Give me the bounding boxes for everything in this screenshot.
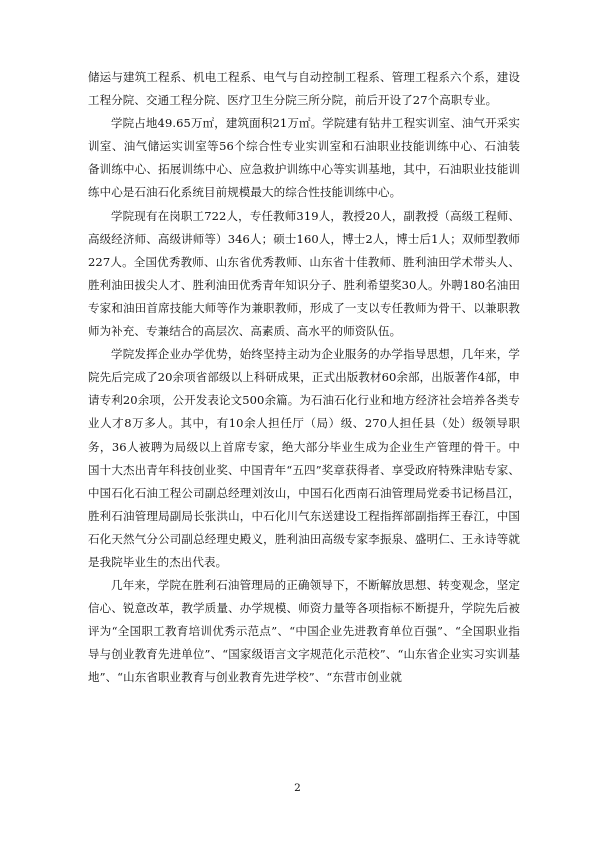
body-text <box>88 66 520 690</box>
paragraph-campus-facilities: 学院占地49.65万㎡，建筑面积21万㎡。学院建有钻井工程实训室、油气开采实训室、油气储运实训室等56个综合性专业实训室和石油职业技能训练中心、石油装备训练中心、拓展训练中心、应急救护训练中心等实训基地，其中，石油职业技能训练中心是石油石化系统目前规模最大的综合性技能训练中心。 <box>88 116 520 200</box>
paragraph-honors: 几年来，学院在胜利石油管理局的正确领导下，不断解放思想、转变观念，坚定信心、锐意改革，教学质量、办学规模、师资力量等各项指标不断提升，学院先后被评为“全国职工教育培训优秀示范点”、“中国企业先进教育单位百强”、“全国职业指导与创业教育先进单位”、“国家级语言文字规范化示范校”、“山东省企业实习实训基地”、“山东省职业教育与创业教育先进学校”、“东营市创业就 <box>88 578 520 685</box>
paragraph-continuation: 储运与建筑工程系、机电工程系、电气与自动控制工程系、管理工程系六个系，建设工程分院、交通工程分院、医疗卫生分院三所分院，前后开设了27个高职专业。 <box>88 70 520 108</box>
paragraph-achievements: 学院发挥企业办学优势，始终坚持主动为企业服务的办学指导思想，几年来，学院先后完成了20余项省部级以上科研成果，正式出版教材60余部，出版著作4部，申请专利20余项，公开发表论文500余篇。为石油石化行业和地方经济社会培养各类专业人才8万多人。其中，有10余人担任厅（局）级、270人担任县（处）级领导职务，36人被聘为局级以上首席专家，绝大部分毕业生成为企业生产管理的骨干。中国十大杰出青年科技创业奖、中国青年“五四”奖章获得者、享受政府特殊津贴专家、中国石化石油工程公司副总经理刘汝山，中国石化西南石油管理局党委书记杨昌江，胜利石油管理局副局长张洪山，中石化川气东送建设工程指挥部副指挥王春江，中国石化天然气分公司副总经理史殿义，胜利油田高级专家李振泉、盛明仁、王永诗等就是我院毕业生的杰出代表。 <box>88 347 520 569</box>
page-number: 2 <box>294 782 301 794</box>
paragraph-faculty: 学院现有在岗职工722人，专任教师319人，教授20人，副教授（高级工程师、高级经济师、高级讲师等）346人；硕士160人，博士2人，博士后1人；双师型教师227人。全国优秀教师、山东省优秀教师、山东省十佳教师、胜利油田学术带头人、胜利油田拔尖人才、胜利油田优秀青年知识分子、胜利希望奖30人。外聘180名油田专家和油田首席技能大师等作为兼职教师，形成了一支以专任教师为骨干、以兼职教师为补充、专兼结合的高层次、高素质、高水平的师资队伍。 <box>88 208 520 339</box>
